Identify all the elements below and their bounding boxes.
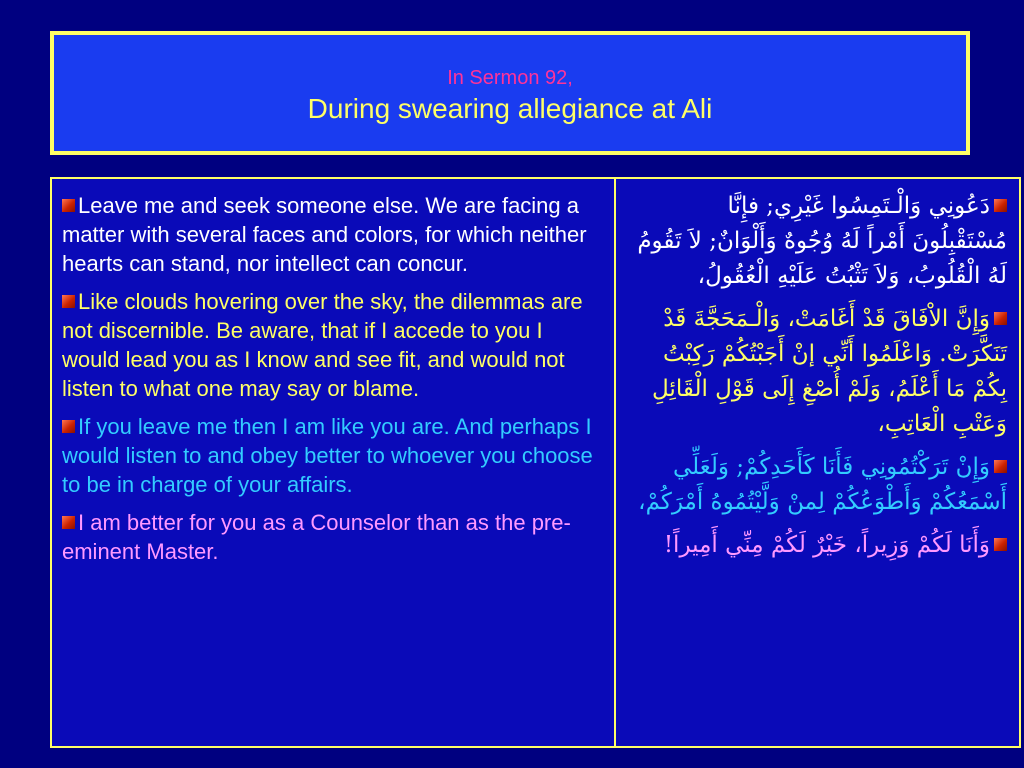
square-bullet-icon	[62, 199, 75, 212]
arabic-paragraph-3	[632, 450, 1007, 520]
english-paragraph-1	[62, 191, 604, 278]
square-bullet-icon	[994, 538, 1007, 551]
english-column	[52, 179, 616, 746]
square-bullet-icon	[62, 420, 75, 433]
arabic-text-3: وَإِنْ تَرَكْتُمُونِي فَأَنَا كَأَحَدِكُمْ; وَلَعَلِّي أَسْمَعُكُمْ وَأَطْوَعُكُمْ لِمنْ وَلَّيْتُمُوهُ أَمْرَكُمْ،	[638, 454, 1007, 515]
square-bullet-icon	[994, 312, 1007, 325]
title-box	[50, 31, 970, 155]
slide-title: During swearing allegiance at Ali	[307, 93, 713, 124]
english-paragraph-3	[62, 412, 604, 499]
arabic-paragraph-2	[632, 302, 1007, 442]
square-bullet-icon	[62, 516, 75, 529]
arabic-text-1: دَعُونِي وَالْـتَمِسُوا غَيْرِي; فإِنَّا مُسْتَقْبِلُونَ أَمْراً لَهُ وُجُوهٌ وَأَلْوَانٌ; لاَ تَقُومُ لَهُ الْقُلُوبُ، وَلاَ تَثْبُتُ عَلَيْهِ الْعُقُولُ،	[637, 193, 1007, 289]
arabic-column	[616, 179, 1019, 746]
arabic-text-4: وَأَنَا لَكُمْ وَزِيراً، خَيْرٌ لَكُمْ مِنِّي أَمِيراً!	[663, 532, 990, 558]
arabic-text-2: وَإِنَّ الاْفَاقَ قَدْ أَغَامَتْ، وَالْـمَحَجَّةَ قَدْ تَنَكَّرَتْ. وَاعْلَمُوا أَنِّي إنْ أَجَبْتُكُمْ رَكِبْتُ بِكُمْ مَا أَعْلَمُ، وَلَمْ أُصْغِ إِلَى قَوْلِ الْقَائِلِ وَعَتْبِ الْعَاتِبِ،	[652, 306, 1007, 437]
english-text-3: If you leave me then I am like you are. And perhaps I would listen to and obey better to whoever you choose to be in charge of your affairs.	[62, 414, 593, 497]
square-bullet-icon	[994, 199, 1007, 212]
english-text-4: I am better for you as a Counselor than as the pre-eminent Master.	[62, 510, 571, 564]
content-table	[50, 177, 1021, 748]
english-paragraph-2	[62, 287, 604, 403]
english-text-1: Leave me and seek someone else. We are facing a matter with several faces and colors, for which neither hearts can stand, nor intellect can concur.	[62, 193, 587, 276]
english-text-2: Like clouds hovering over the sky, the dilemmas are not discernible. Be aware, that if I accede to you I would lead you as I know and see fit, and would not listen to what one may say or blame.	[62, 289, 583, 401]
square-bullet-icon	[994, 460, 1007, 473]
english-paragraph-4	[62, 508, 604, 566]
slide-subtitle: In Sermon 92,	[447, 67, 573, 89]
square-bullet-icon	[62, 295, 75, 308]
arabic-paragraph-4	[632, 528, 1007, 563]
arabic-paragraph-1	[632, 189, 1007, 294]
